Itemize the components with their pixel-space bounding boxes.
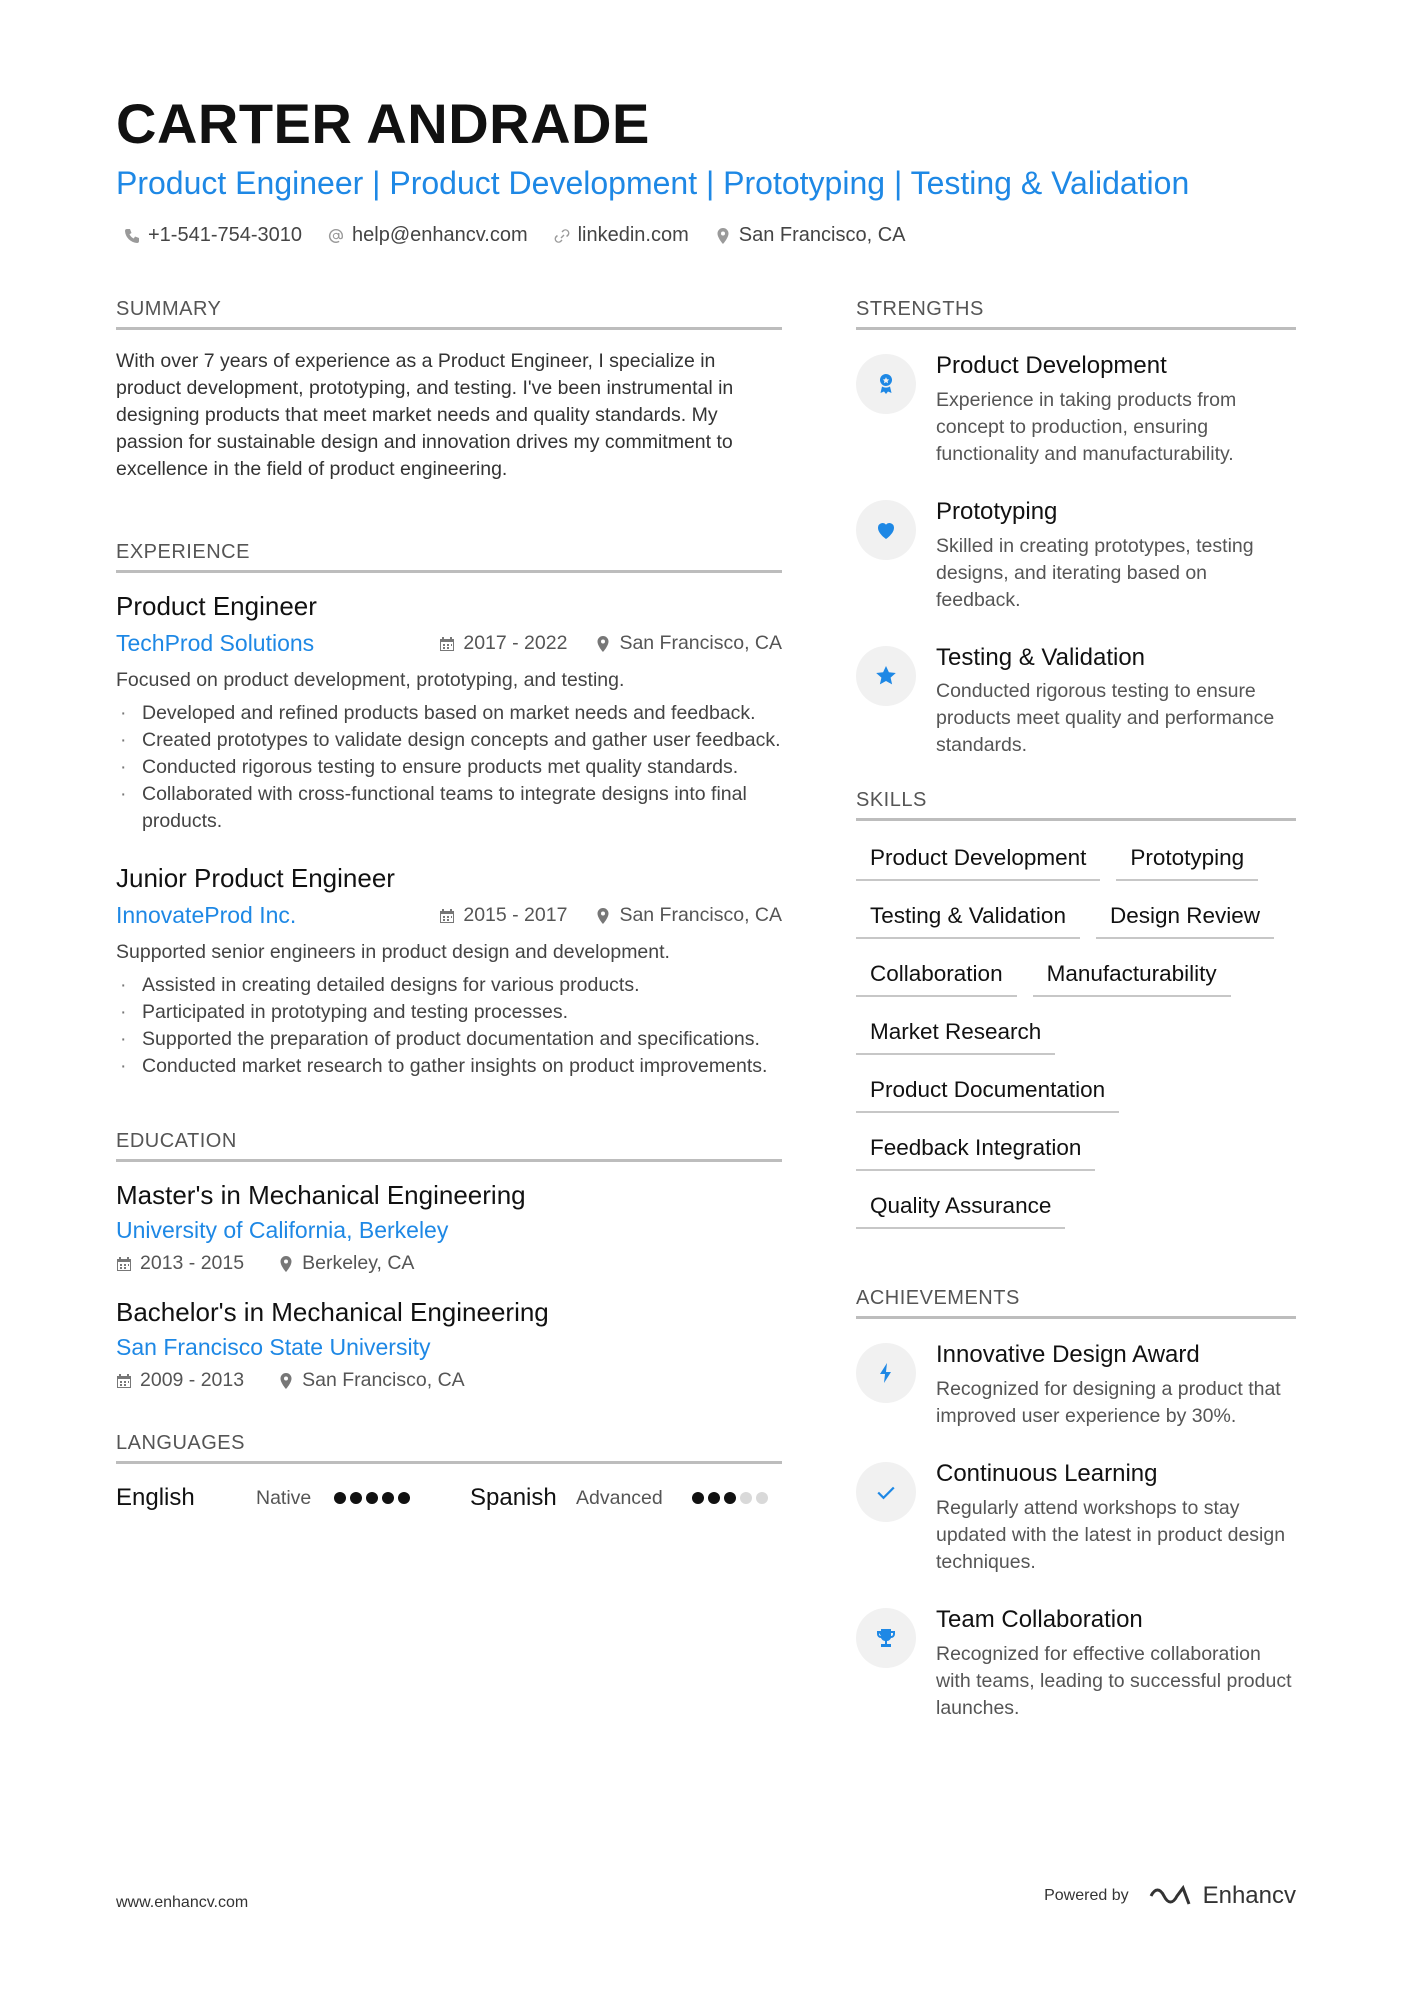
languages-title: LANGUAGES	[116, 1432, 782, 1464]
job-bullet: · Supported the preparation of product documentation and specifications.	[116, 1026, 782, 1053]
job-bullet: · Conducted market research to gather insights on product improvements.	[116, 1053, 782, 1080]
job-entry	[116, 863, 782, 1080]
strengths-title: STRENGTHS	[856, 298, 1296, 330]
job-bullets	[116, 700, 782, 835]
contact-location-text: San Francisco, CA	[738, 224, 906, 246]
education-section	[116, 1130, 782, 1392]
rating-dot-filled	[398, 1492, 410, 1504]
job-dates	[439, 632, 567, 655]
job-description: Focused on product development, prototyping, and testing.	[116, 669, 625, 691]
contact-phone-text: +1-541-754-3010	[148, 224, 303, 246]
job-bullet: · Conducted rigorous testing to ensure products met quality standards.	[116, 754, 782, 781]
achievement-icon-bubble	[856, 1462, 916, 1522]
contact-email[interactable]	[328, 224, 528, 247]
achievement-item	[856, 1606, 1296, 1722]
rating-dot-filled	[366, 1492, 378, 1504]
contact-linkedin-text: linkedin.com	[577, 224, 689, 246]
skill-tag: Product Development	[856, 839, 1100, 881]
calendar-icon	[439, 636, 455, 652]
location-icon	[595, 908, 611, 924]
job-description: Supported senior engineers in product design and development.	[116, 941, 670, 963]
location-icon	[278, 1256, 294, 1272]
language-level: Native	[256, 1486, 312, 1509]
strength-body	[936, 498, 1296, 614]
achievement-item	[856, 1341, 1296, 1430]
link-icon	[554, 228, 570, 244]
edu-dates	[116, 1369, 244, 1392]
edu-degree: Bachelor's in Mechanical Engineering	[116, 1297, 549, 1327]
job-meta	[439, 632, 782, 655]
job-bullet: · Created prototypes to validate design concepts and gather user feedback.	[116, 727, 782, 754]
phone-icon	[124, 228, 140, 244]
strengths-section	[856, 298, 1296, 759]
strength-title: Product Development	[936, 352, 1167, 379]
language-rating	[334, 1492, 470, 1504]
job-header-row	[116, 902, 782, 929]
skill-tag: Collaboration	[856, 955, 1017, 997]
bolt-icon	[874, 1361, 898, 1385]
skill-tag: Design Review	[1096, 897, 1274, 939]
achievement-icon-bubble	[856, 1343, 916, 1403]
contact-location	[715, 224, 906, 247]
achievement-description: Regularly attend workshops to stay updated with the latest in product design techniques.	[936, 1496, 1286, 1573]
edu-degree: Master's in Mechanical Engineering	[116, 1180, 526, 1210]
skill-tag: Market Research	[856, 1013, 1055, 1055]
candidate-name: CARTER ANDRADE	[116, 92, 650, 155]
achievement-item	[856, 1460, 1296, 1576]
language-rating	[692, 1492, 768, 1504]
achievement-description: Recognized for designing a product that improved user experience by 30%.	[936, 1378, 1281, 1428]
contact-email-text: help@enhancv.com	[352, 224, 528, 246]
strength-title: Testing & Validation	[936, 643, 1146, 671]
education-title: EDUCATION	[116, 1130, 782, 1162]
footer-website[interactable]: www.enhancv.com	[116, 1894, 249, 1911]
check-icon	[874, 1480, 898, 1504]
footer-brand	[1044, 1882, 1296, 1910]
rating-dot-filled	[724, 1492, 736, 1504]
edu-location	[278, 1369, 465, 1392]
languages-section	[116, 1432, 782, 1512]
job-location-text: San Francisco, CA	[619, 632, 782, 654]
edu-dates-text: 2009 - 2013	[140, 1369, 245, 1391]
calendar-icon	[116, 1373, 132, 1389]
location-icon	[278, 1373, 294, 1389]
job-location-text: San Francisco, CA	[619, 904, 782, 926]
achievement-body	[936, 1606, 1296, 1722]
brand-logo[interactable]	[1147, 1882, 1296, 1910]
achievements-section	[856, 1287, 1296, 1721]
job-entry	[116, 591, 782, 835]
strength-body	[936, 352, 1296, 468]
edu-location	[278, 1252, 414, 1275]
strength-title: Prototyping	[936, 497, 1058, 525]
edu-location-text: San Francisco, CA	[302, 1369, 465, 1391]
skill-tag: Manufacturability	[1033, 955, 1231, 997]
star-icon	[874, 664, 898, 688]
location-icon	[595, 636, 611, 652]
strength-item	[856, 644, 1296, 760]
job-bullet: · Participated in prototyping and testing processes.	[116, 999, 782, 1026]
skill-tag: Product Documentation	[856, 1071, 1119, 1113]
rating-dot-filled	[382, 1492, 394, 1504]
language-name: Spanish	[470, 1484, 557, 1511]
job-dates-text: 2017 - 2022	[463, 632, 568, 654]
edu-dates	[116, 1252, 244, 1275]
job-location	[595, 632, 782, 655]
skills-section	[856, 789, 1296, 1229]
rating-dot-filled	[350, 1492, 362, 1504]
job-bullet: · Assisted in creating detailed designs for various products.	[116, 972, 782, 999]
strength-item	[856, 352, 1296, 468]
rating-dot-filled	[708, 1492, 720, 1504]
strength-icon-bubble	[856, 500, 916, 560]
contact-linkedin[interactable]	[554, 224, 689, 247]
trophy-icon	[874, 1626, 898, 1650]
strength-body	[936, 644, 1296, 760]
rating-dot-empty	[756, 1492, 768, 1504]
calendar-icon	[116, 1256, 132, 1272]
job-bullet: · Collaborated with cross-functional teams to integrate designs into final products.	[116, 781, 782, 835]
achievement-description: Recognized for effective collaboration with teams, leading to successful product launches.	[936, 1642, 1292, 1719]
skills-list	[856, 839, 1296, 1229]
experience-title: EXPERIENCE	[116, 541, 782, 573]
contact-bar	[124, 224, 906, 247]
achievement-body	[936, 1460, 1296, 1576]
job-meta	[439, 904, 782, 927]
rating-dot-filled	[692, 1492, 704, 1504]
edu-meta	[116, 1252, 782, 1275]
heart-icon	[874, 518, 898, 542]
skill-tag: Feedback Integration	[856, 1129, 1095, 1171]
achievement-body	[936, 1341, 1296, 1430]
job-role: Junior Product Engineer	[116, 863, 395, 893]
award-icon	[874, 372, 898, 396]
job-company: InnovateProd Inc.	[116, 902, 297, 928]
location-icon	[715, 228, 731, 244]
experience-section	[116, 541, 782, 1080]
job-dates	[439, 904, 567, 927]
calendar-icon	[439, 908, 455, 924]
skill-tag: Quality Assurance	[856, 1187, 1065, 1229]
contact-phone[interactable]	[124, 224, 302, 247]
job-role: Product Engineer	[116, 591, 317, 621]
achievements-title: ACHIEVEMENTS	[856, 1287, 1296, 1319]
edu-school: San Francisco State University	[116, 1334, 431, 1360]
education-entry	[116, 1297, 782, 1392]
at-icon	[328, 228, 344, 244]
strength-description: Experience in taking products from concept to production, ensuring functionality and manufacturability.	[936, 388, 1237, 465]
summary-title: SUMMARY	[116, 298, 782, 330]
edu-location-text: Berkeley, CA	[302, 1252, 415, 1274]
summary-text: With over 7 years of experience as a Product Engineer, I specialize in product development, prototyping, and testing. I've been instrumental in designing products that meet market needs and quality standards. My passion for sustainable design and innovation drives my commitment to excellence in the field of product engineering.	[116, 350, 734, 480]
brand-name: Enhancv	[1202, 1882, 1296, 1909]
job-bullet: · Developed and refined products based on market needs and feedback.	[116, 700, 782, 727]
skill-tag: Prototyping	[1116, 839, 1258, 881]
right-column	[856, 298, 1296, 1752]
job-company: TechProd Solutions	[116, 630, 315, 656]
strength-description: Conducted rigorous testing to ensure products meet quality and performance standards.	[936, 680, 1275, 757]
rating-dot-filled	[334, 1492, 346, 1504]
enhancv-logo-icon	[1147, 1883, 1193, 1909]
language-name: English	[116, 1484, 195, 1511]
job-bullets	[116, 972, 782, 1080]
strength-item	[856, 498, 1296, 614]
powered-by-label: Powered by	[1044, 1887, 1129, 1904]
strength-icon-bubble	[856, 354, 916, 414]
achievement-title: Continuous Learning	[936, 1460, 1158, 1488]
skill-tag: Testing & Validation	[856, 897, 1080, 939]
rating-dot-empty	[740, 1492, 752, 1504]
languages-row	[116, 1484, 782, 1512]
strength-description: Skilled in creating prototypes, testing designs, and iterating based on feedback.	[936, 534, 1254, 611]
edu-school: University of California, Berkeley	[116, 1217, 449, 1243]
job-dates-text: 2015 - 2017	[463, 904, 568, 926]
job-header-row	[116, 630, 782, 657]
job-location	[595, 904, 782, 927]
left-column	[116, 298, 782, 1512]
strength-icon-bubble	[856, 646, 916, 706]
summary-section	[116, 298, 782, 483]
achievement-icon-bubble	[856, 1608, 916, 1668]
achievement-title: Team Collaboration	[936, 1605, 1143, 1633]
education-entry	[116, 1180, 782, 1275]
edu-dates-text: 2013 - 2015	[140, 1252, 245, 1274]
skills-title: SKILLS	[856, 789, 1296, 821]
language-level: Advanced	[576, 1486, 663, 1509]
achievement-title: Innovative Design Award	[936, 1341, 1200, 1369]
headline: Product Engineer | Product Development | Prototyping | Testing & Validation	[116, 165, 1190, 201]
edu-meta	[116, 1369, 782, 1392]
